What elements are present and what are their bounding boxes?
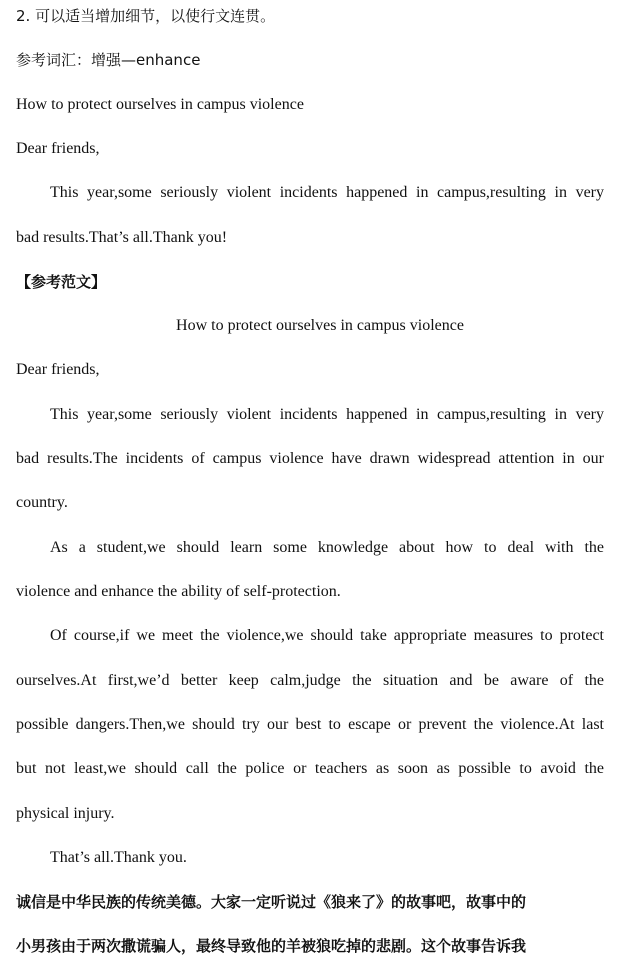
model-essay-line: bad results.The incidents of campus violence have drawn widespread attention in our (16, 450, 604, 467)
model-essay-line: That’s all.Thank you. (50, 849, 187, 866)
next-section-line-1: 诚信是中华民族的传统美德。大家一定听说过《狼来了》的故事吧，故事中的 (16, 893, 527, 911)
model-essay-line: This year,some seriously violent incidents happened in campus,resulting in very (50, 406, 604, 423)
vocabulary-hint: 参考词汇：增强—enhance (16, 51, 201, 69)
model-essay-line: physical injury. (16, 805, 115, 822)
model-essay-line: but not least,we should call the police or teachers as soon as possible to avoid the (16, 760, 604, 777)
model-essay-heading: 【参考范文】 (16, 273, 107, 291)
model-essay-greeting: Dear friends, (16, 361, 100, 378)
model-essay-line: possible dangers.Then,we should try our best to escape or prevent the violence.At last (16, 716, 604, 733)
model-essay-line: violence and enhance the ability of self-protection. (16, 583, 341, 600)
prompt-essay-title: How to protect ourselves in campus violence (16, 96, 304, 113)
model-essay-line: As a student,we should learn some knowledge about how to deal with the (50, 539, 604, 556)
model-essay-line: Of course,if we meet the violence,we should take appropriate measures to protect (50, 627, 604, 644)
prompt-essay-line-2: bad results.That’s all.Thank you! (16, 229, 228, 246)
model-essay-line: country. (16, 494, 68, 511)
prompt-essay-greeting: Dear friends, (16, 140, 100, 157)
model-essay-title: How to protect ourselves in campus violence (176, 317, 464, 334)
instruction-item-2: 2. 可以适当增加细节，以使行文连贯。 (16, 7, 276, 25)
prompt-essay-line-1: This year,some seriously violent incidents happened in campus,resulting in very (50, 184, 604, 201)
model-essay-line: ourselves.At first,we’d better keep calm,judge the situation and be aware of the (16, 672, 604, 689)
next-section-line-2: 小男孩由于两次撒谎骗人，最终导致他的羊被狼吃掉的悲剧。这个故事告诉我 (16, 937, 527, 955)
